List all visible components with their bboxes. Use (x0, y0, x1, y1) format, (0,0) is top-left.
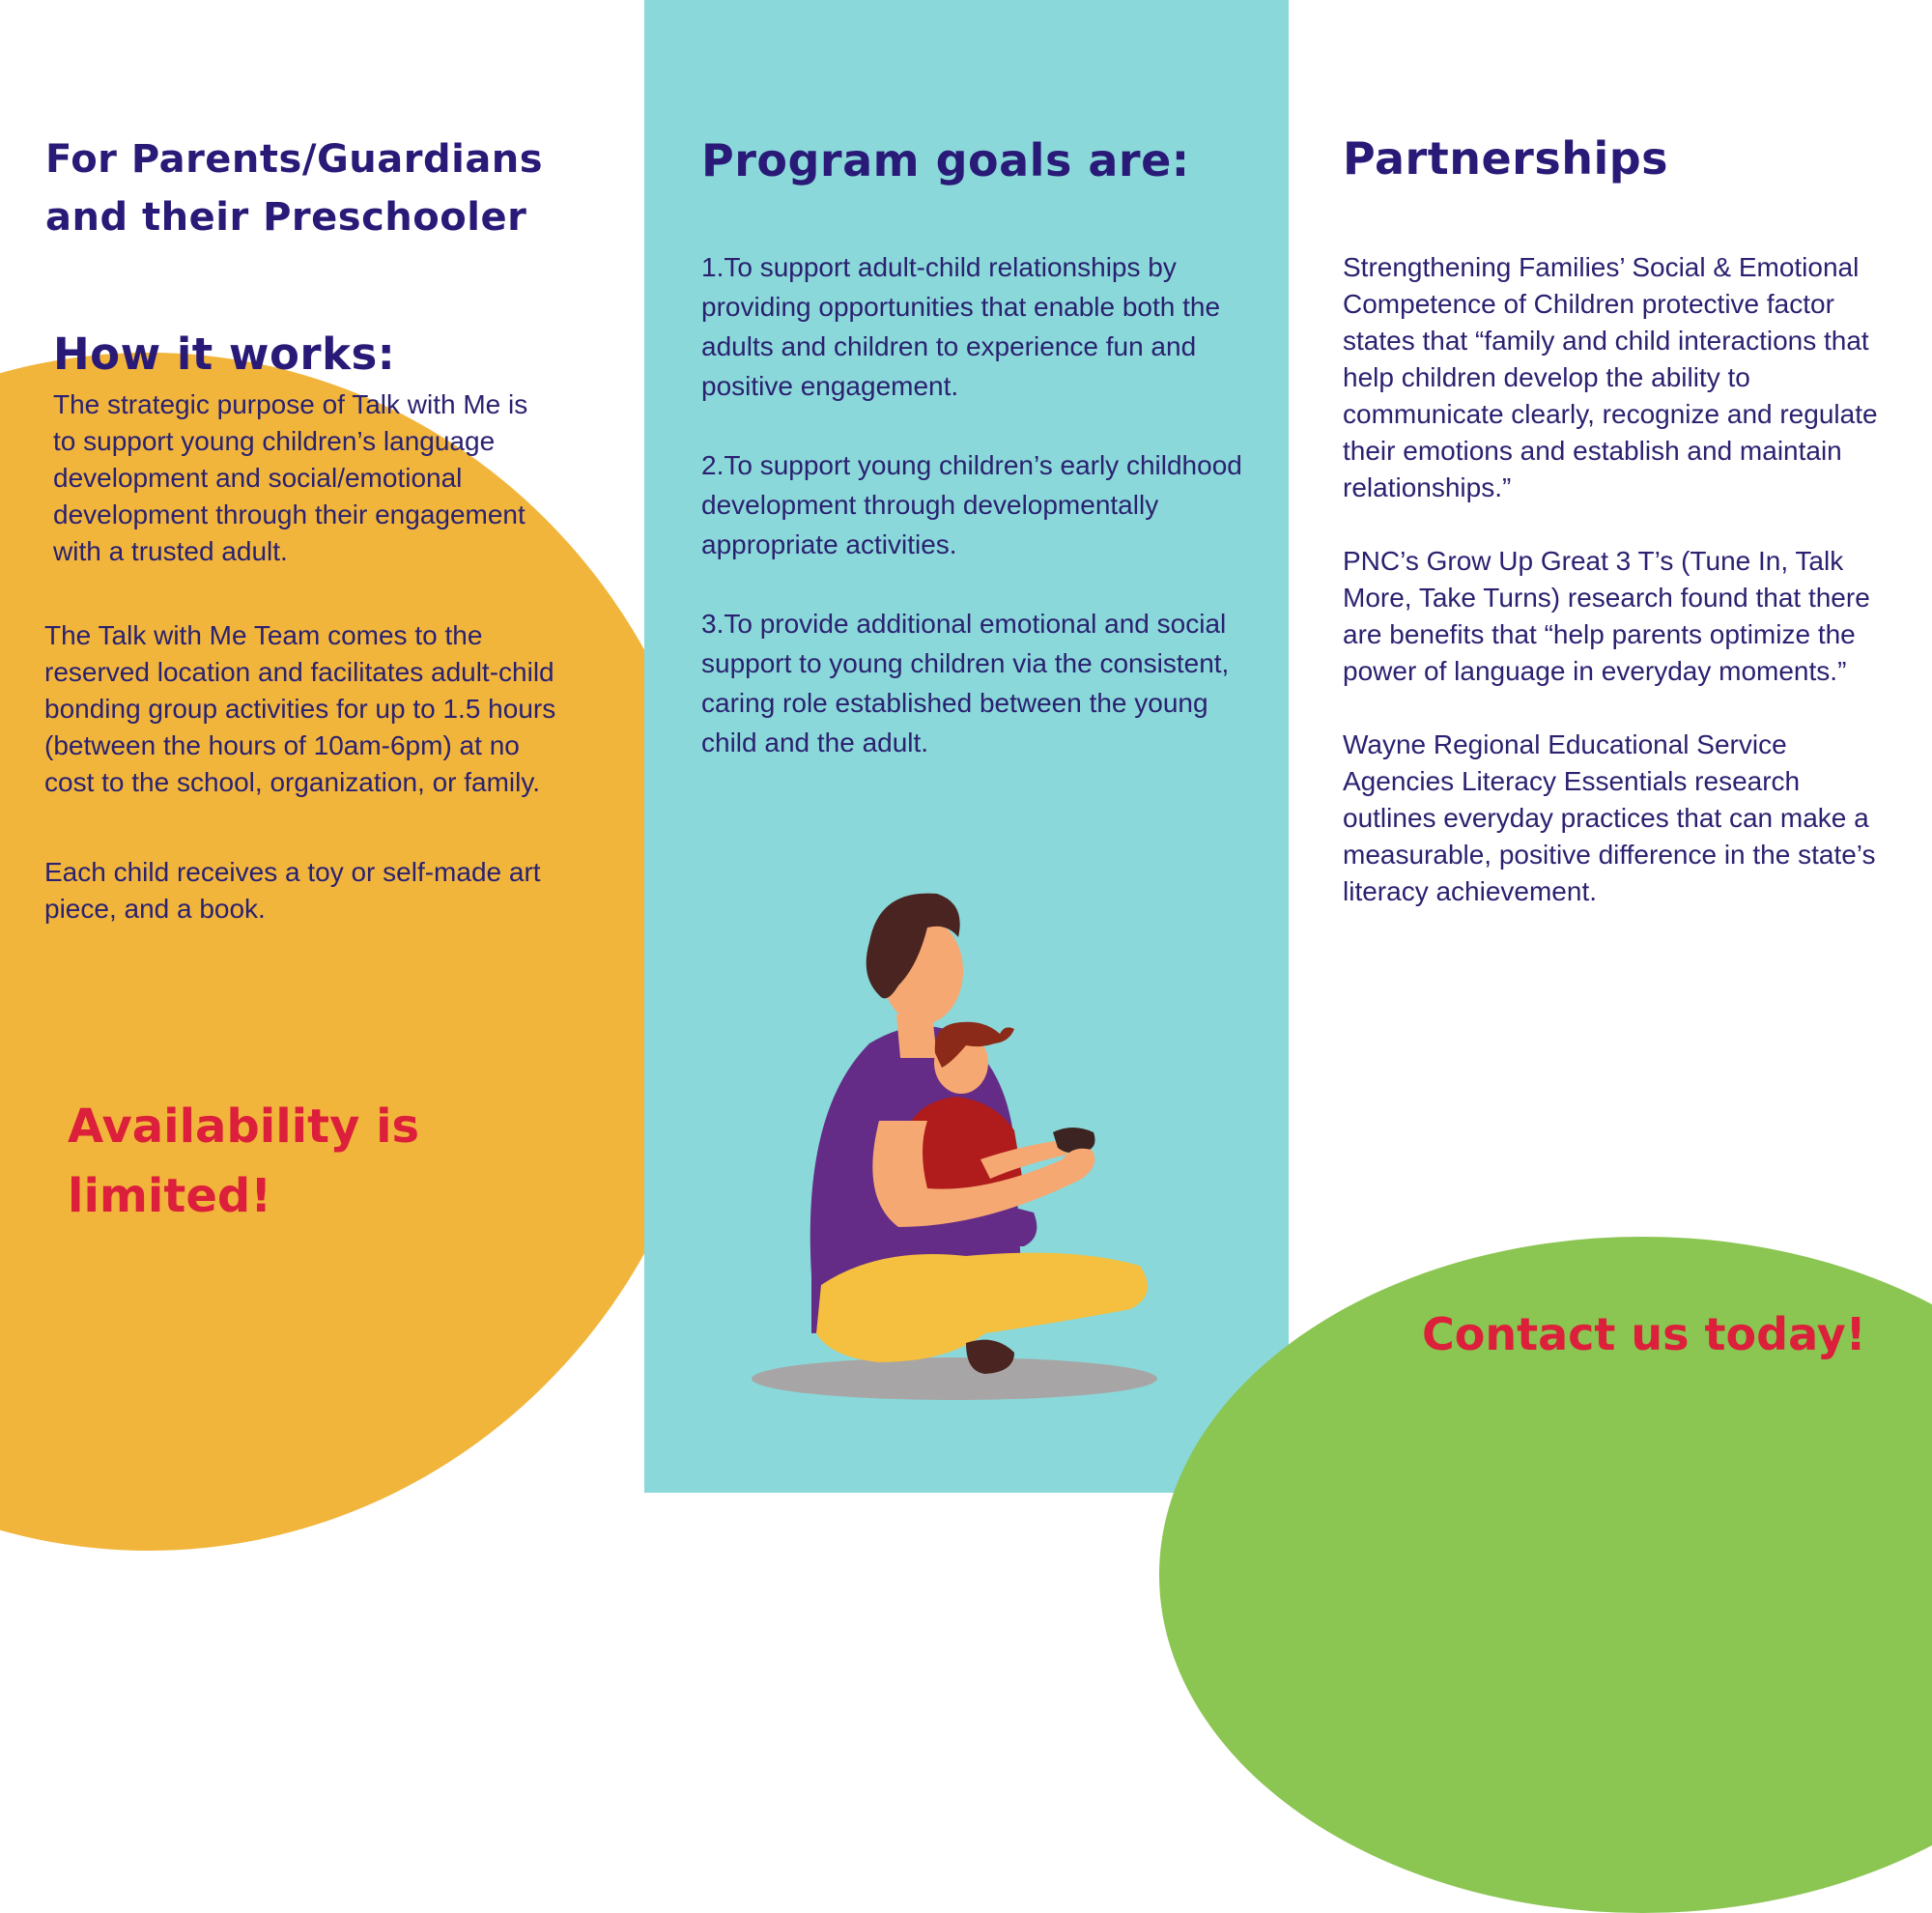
illustration-shadow (752, 1357, 1157, 1400)
how-it-works-paragraph-1: The strategic purpose of Talk with Me is to support young children’s language development and social/emotional development through their engagement with a trusted adult. (53, 389, 528, 566)
partnerships-text (1343, 249, 1884, 950)
availability-line2: limited! (68, 1169, 272, 1223)
how-it-works-paragraph-2: The Talk with Me Team comes to the reserved location and facilitates adult-child bonding group activities for up to 1.5 hours (between the hours of 10am-6pm) at no cost to the school, organization, or family. (44, 620, 556, 797)
audience-title-line1: For Parents/Guardians (45, 137, 544, 182)
partnership-paragraph-1: Strengthening Families’ Social & Emotional Competence of Children protective factor states that “family and child interactions that help children develop the ability to communicate clearly, recognize and regulate their emotions and establish and maintain relationships.” (1343, 252, 1878, 502)
goal-item-3: 3.To provide additional emotional and social support to young children via the consistent, caring role established between the young child and the adult. (701, 609, 1230, 757)
audience-title-line2: and their Preschooler (45, 195, 527, 240)
audience-title (45, 130, 543, 246)
parent-child-illustration (734, 870, 1198, 1411)
goal-item-1: 1.To support adult-child relationships by providing opportunities that enable both the adults and children to experience fun and positive engagement. (701, 252, 1221, 401)
how-it-works-heading: How it works: (53, 328, 396, 380)
contact-us-callout: Contact us today! (1422, 1308, 1866, 1360)
availability-line1: Availability is (68, 1099, 420, 1154)
availability-notice (68, 1092, 419, 1231)
goal-item-2: 2.To support young children’s early childhood development through developmentally appropriate activities. (701, 450, 1242, 559)
partnership-paragraph-2: PNC’s Grow Up Great 3 T’s (Tune In, Talk More, Take Turns) research found that there are benefits that “help parents optimize the power of language in everyday moments.” (1343, 546, 1870, 686)
program-goals-list (701, 247, 1242, 802)
partnerships-heading: Partnerships (1343, 132, 1669, 185)
program-goals-heading: Program goals are: (701, 134, 1190, 186)
partnership-paragraph-3: Wayne Regional Educational Service Agencies Literacy Essentials research outlines everyday practices that can make a measurable, positive difference in the state’s literacy achievement. (1343, 729, 1876, 906)
how-it-works-paragraph-3: Each child receives a toy or self-made art piece, and a book. (44, 857, 541, 924)
